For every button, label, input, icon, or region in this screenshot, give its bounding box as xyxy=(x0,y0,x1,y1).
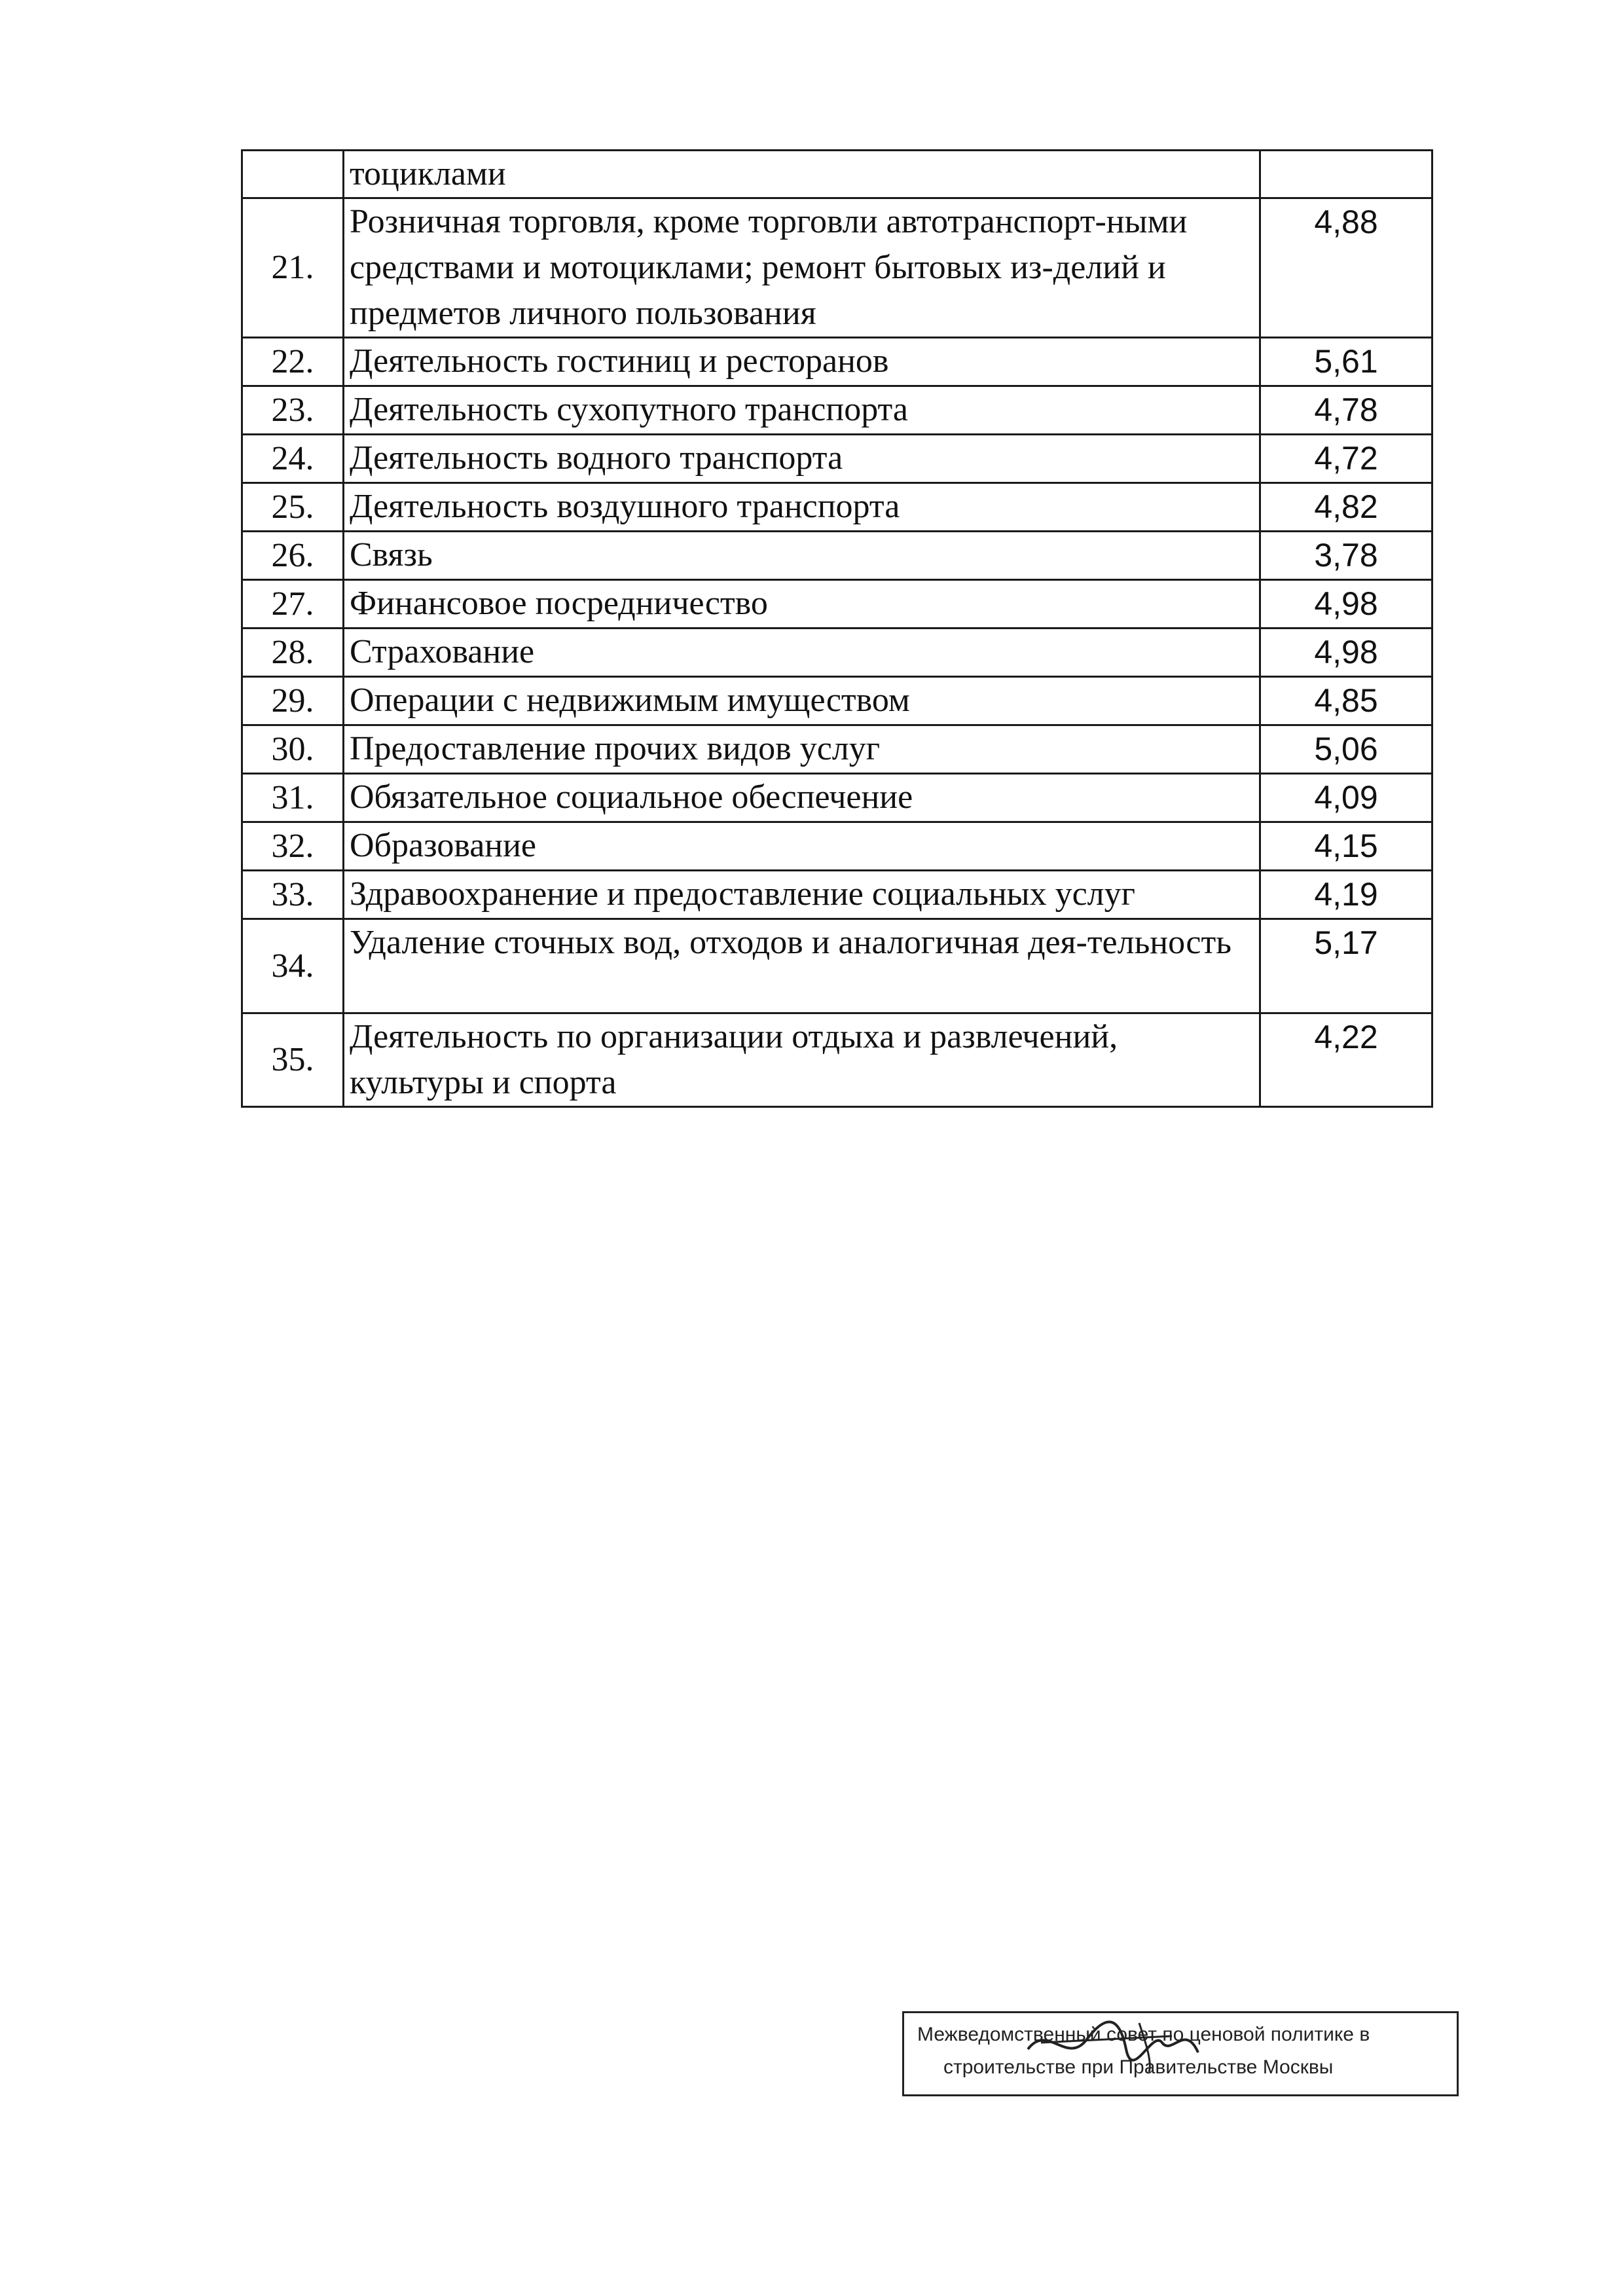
row-value: 4,72 xyxy=(1260,435,1432,483)
row-number xyxy=(242,151,344,198)
table-row xyxy=(242,198,1432,338)
stamp-line-2: строительстве при Правительстве Москвы xyxy=(943,2056,1334,2078)
row-activity: Деятельность по организации отдыха и развлечений, культуры и спорта xyxy=(344,1013,1260,1107)
row-number: 34. xyxy=(242,919,344,1013)
row-number: 22. xyxy=(242,338,344,386)
table-row xyxy=(242,677,1432,725)
row-value: 4,98 xyxy=(1260,629,1432,677)
row-number: 31. xyxy=(242,774,344,822)
signature-icon xyxy=(1021,2003,1205,2075)
row-number: 25. xyxy=(242,483,344,532)
table-row xyxy=(242,725,1432,774)
table-row xyxy=(242,386,1432,435)
row-value: 4,19 xyxy=(1260,871,1432,919)
row-value: 4,88 xyxy=(1260,198,1432,338)
row-activity: тоциклами xyxy=(344,151,1260,198)
table-row xyxy=(242,822,1432,871)
row-activity: Образование xyxy=(344,822,1260,871)
table-row xyxy=(242,532,1432,580)
table-row xyxy=(242,871,1432,919)
row-number: 35. xyxy=(242,1013,344,1107)
table-row xyxy=(242,1013,1432,1107)
row-number: 21. xyxy=(242,198,344,338)
row-number: 27. xyxy=(242,580,344,629)
row-activity: Обязательное социальное обеспечение xyxy=(344,774,1260,822)
row-value: 3,78 xyxy=(1260,532,1432,580)
row-value: 5,06 xyxy=(1260,725,1432,774)
row-activity: Деятельность воздушного транспорта xyxy=(344,483,1260,532)
table-row xyxy=(242,774,1432,822)
row-number: 28. xyxy=(242,629,344,677)
row-value: 4,85 xyxy=(1260,677,1432,725)
rates-table xyxy=(241,149,1433,1108)
row-value: 4,22 xyxy=(1260,1013,1432,1107)
table-row xyxy=(242,580,1432,629)
row-number: 30. xyxy=(242,725,344,774)
stamp-line-1: Межведомственный совет по ценовой политике в xyxy=(917,2024,1370,2045)
row-activity: Деятельность водного транспорта xyxy=(344,435,1260,483)
row-value xyxy=(1260,151,1432,198)
row-number: 29. xyxy=(242,677,344,725)
row-value: 4,98 xyxy=(1260,580,1432,629)
row-number: 33. xyxy=(242,871,344,919)
table-row xyxy=(242,151,1432,198)
row-activity: Финансовое посредничество xyxy=(344,580,1260,629)
row-value: 5,17 xyxy=(1260,919,1432,1013)
row-activity: Здравоохранение и предоставление социальных услуг xyxy=(344,871,1260,919)
row-activity: Связь xyxy=(344,532,1260,580)
row-value: 4,78 xyxy=(1260,386,1432,435)
row-activity: Операции с недвижимым имуществом xyxy=(344,677,1260,725)
row-number: 26. xyxy=(242,532,344,580)
row-value: 4,82 xyxy=(1260,483,1432,532)
table-row xyxy=(242,629,1432,677)
row-number: 23. xyxy=(242,386,344,435)
row-value: 5,61 xyxy=(1260,338,1432,386)
row-activity: Деятельность гостиниц и ресторанов xyxy=(344,338,1260,386)
table-row xyxy=(242,919,1432,1013)
row-activity: Страхование xyxy=(344,629,1260,677)
row-activity: Деятельность сухопутного транспорта xyxy=(344,386,1260,435)
row-activity: Розничная торговля, кроме торговли автотранспорт-ными средствами и мотоциклами; ремонт бытовых из-делий и предметов личного пользования xyxy=(344,198,1260,338)
table-row xyxy=(242,483,1432,532)
row-activity: Предоставление прочих видов услуг xyxy=(344,725,1260,774)
row-value: 4,09 xyxy=(1260,774,1432,822)
table-row xyxy=(242,435,1432,483)
row-number: 24. xyxy=(242,435,344,483)
table-row xyxy=(242,338,1432,386)
row-value: 4,15 xyxy=(1260,822,1432,871)
row-number: 32. xyxy=(242,822,344,871)
row-activity: Удаление сточных вод, отходов и аналогичная дея-тельность xyxy=(344,919,1260,1013)
